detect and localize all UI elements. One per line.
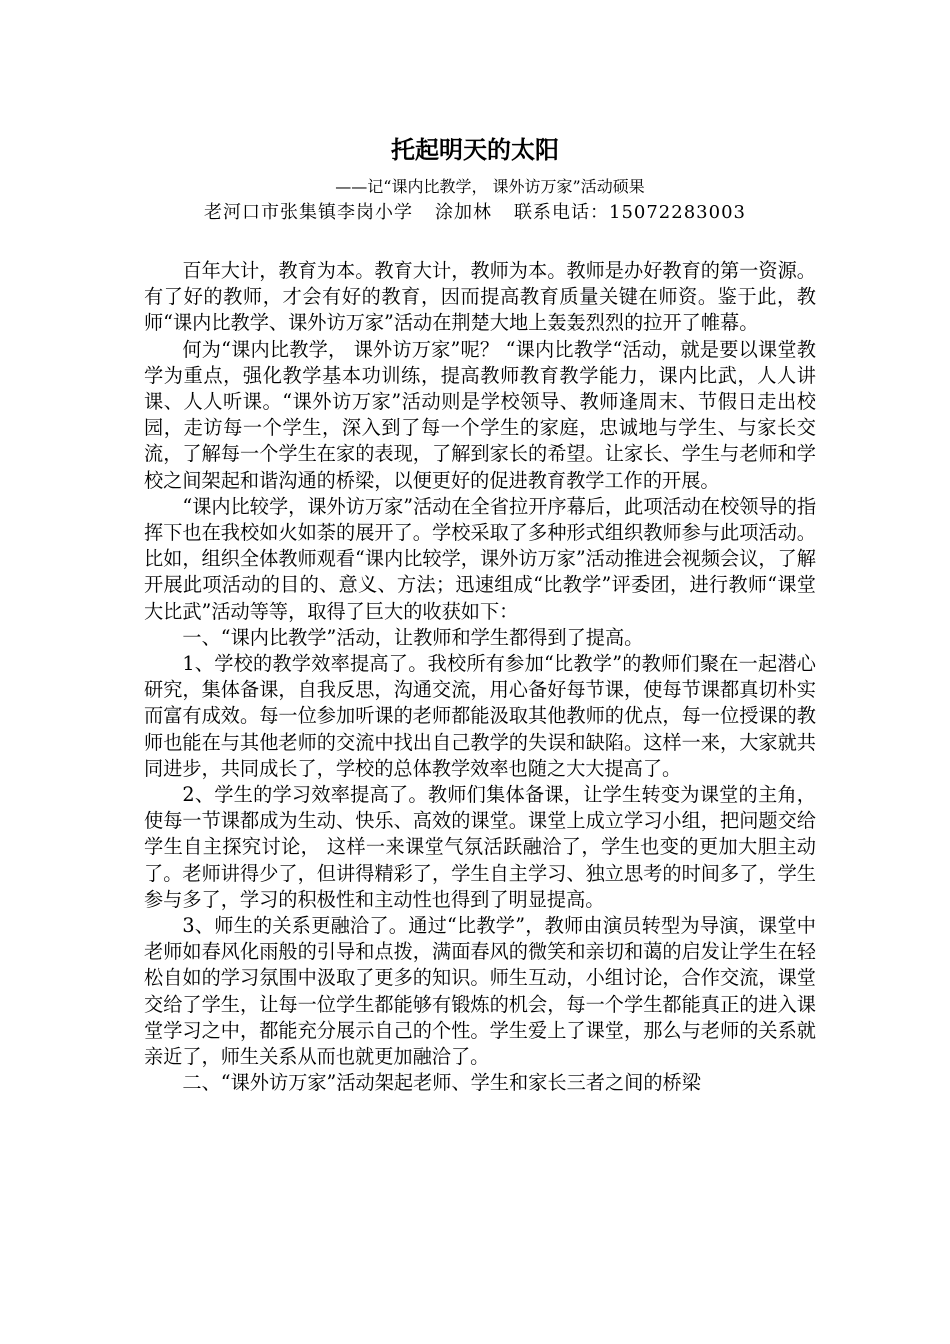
paragraph: 2、学生的学习效率提高了。教师们集体备课，让学生转变为课堂的主角，使每一节课都成为生动、快乐、高效的课堂。课堂上成立学习小组，把问题交给学生自主探究讨论， 这样一来课堂气氛活跃融洽了，学生也变的更加大胆主动了。老师讲得少了，但讲得精彩了，学生自主学习、独立思考的时间多了，学生参与多了，学习的积极性和主动性也得到了明显提高。 [144,783,816,911]
author-line [0,200,950,226]
section-heading: 二、“课外访万家”活动架起老师、学生和家长三者之间的桥梁 [182,1071,701,1095]
paragraph: 百年大计，教育为本。教育大计，教师为本。教师是办好教育的第一资源。有了好的教师，才会有好的教育，因而提高教育质量关键在师资。鉴于此，教师“课内比教学、课外访万家”活动在荆楚大地上轰轰烈烈的拉开了帷幕。 [144,259,816,335]
document-body [144,258,816,1097]
paragraph: 3、师生的关系更融洽了。通过“比教学”，教师由演员转型为导演，课堂中老师如春风化雨般的引导和点拨，满面春风的微笑和亲切和蔼的启发让学生在轻松自如的学习氛围中汲取了更多的知识。师生互动，小组讨论，合作交流，课堂交给了学生，让每一位学生都能够有锻炼的机会，每一个学生都能真正的进入课堂学习之中，都能充分展示自己的个性。学生爱上了课堂，那么与老师的关系就亲近了，师生关系从而也就更加融洽了。 [144,914,816,1069]
document-subtitle: ——记“课内比教学， 课外访万家”活动硕果 [335,177,645,196]
section-heading: 一、“课内比教学”活动，让教师和学生都得到了提高。 [182,625,644,649]
author-name: 涂加林 [435,202,492,223]
author-contact: 联系电话：15072283003 [514,202,746,223]
paragraph: 何为“课内比教学， 课外访万家”呢？ “课内比教学“活动，就是要以课堂教学为重点，强化教学基本功训练，提高教师教育教学能力，课内比武，人人讲课、人人听课。“课外访万家”活动则是学校领导、教师逢周末、节假日走出校园，走访每一个学生，深入到了每一个学生的家庭，忠诚地与学生、与家长交流，了解每一个学生在家的表现，了解到家长的希望。让家长、学生与老师和学校之间架起和谐沟通的桥梁，以便更好的促进教育教学工作的开展。 [144,337,816,492]
author-school: 老河口市张集镇李岗小学 [204,202,413,223]
document-title: 托起明天的太阳 [391,136,559,164]
paragraph: “课内比较学，课外访万家”活动在全省拉开序幕后，此项活动在校领导的指挥下也在我校如火如荼的展开了。学校采取了多种形式组织教师参与此项活动。比如，组织全体教师观看“课内比较学，课外访万家”活动推进会视频会议，了解开展此项活动的目的、意义、方法；迅速组成“比教学”评委团，进行教师“课堂大比武”活动等等，取得了巨大的收获如下： [144,494,817,623]
paragraph: 1、学校的教学效率提高了。我校所有参加“比教学”的教师们聚在一起潜心研究，集体备课，自我反思，沟通交流，用心备好每节课，使每节课都真切朴实而富有成效。每一位参加听课的老师都能汲取其他教师的优点，每一位授课的教师也能在与其他老师的交流中找出自己教学的失误和缺陷。这样一来，大家就共同进步，共同成长了，学校的总体教学效率也随之大大提高了。 [144,652,816,780]
